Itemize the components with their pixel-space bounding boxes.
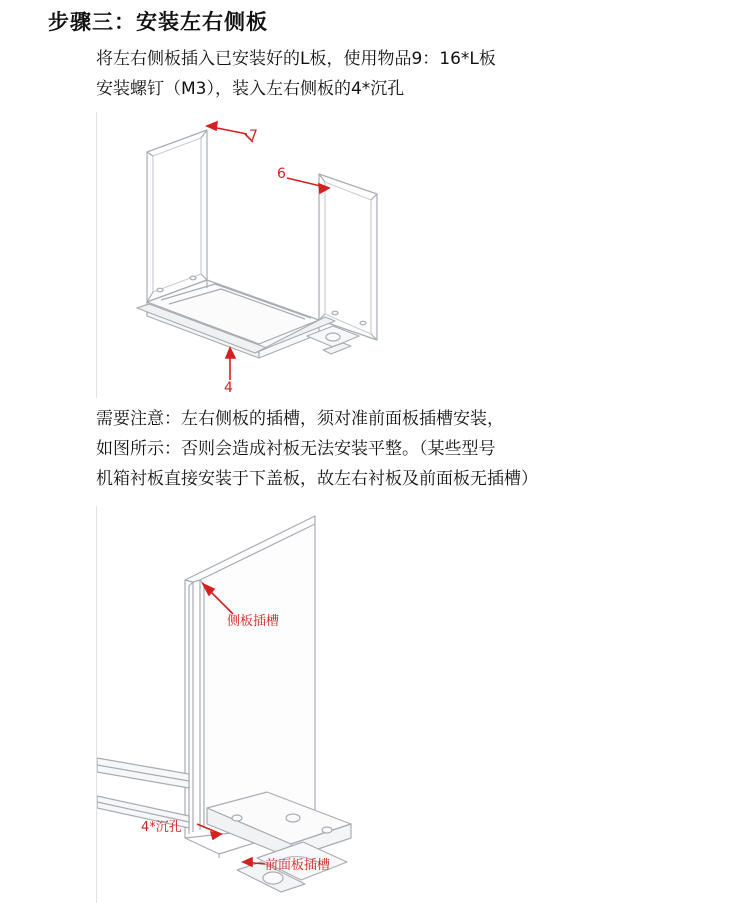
paragraph-2-line-2: 如图所示：否则会造成衬板无法安装平整。（某些型号	[96, 439, 496, 459]
assembly-diagram-detail	[96, 506, 697, 903]
assembly-diagram-top	[96, 112, 697, 398]
instruction-paragraph-1	[96, 44, 696, 104]
callout-label-7: 7	[249, 128, 258, 144]
paragraph-2-line-1: 需要注意：左右侧板的插槽，须对准前面板插槽安装，	[96, 409, 504, 429]
assembly-diagram-detail-svg	[97, 506, 697, 903]
paragraph-1-line-1: 将左右侧板插入已安装好的L板，使用物品9：16*L板	[96, 49, 496, 69]
callout-label-4: 4	[224, 380, 233, 396]
paragraph-2-line-3: 机箱衬板直接安装于下盖板，故左右衬板及前面板无插槽）	[96, 469, 538, 489]
callout-label-6: 6	[277, 166, 286, 182]
page-title: 步骤三：安装左右侧板	[48, 10, 268, 34]
callout-label-side-slot: 侧板插槽	[227, 614, 280, 629]
paragraph-1-line-2: 安装螺钉（M3），装入左右侧板的4*沉孔	[96, 79, 405, 99]
instruction-paragraph-2	[96, 404, 696, 494]
callout-label-4-hole: 4*沉孔	[141, 820, 182, 835]
assembly-diagram-top-svg	[97, 112, 697, 398]
callout-label-front-slot: 前面板插槽	[265, 858, 331, 873]
